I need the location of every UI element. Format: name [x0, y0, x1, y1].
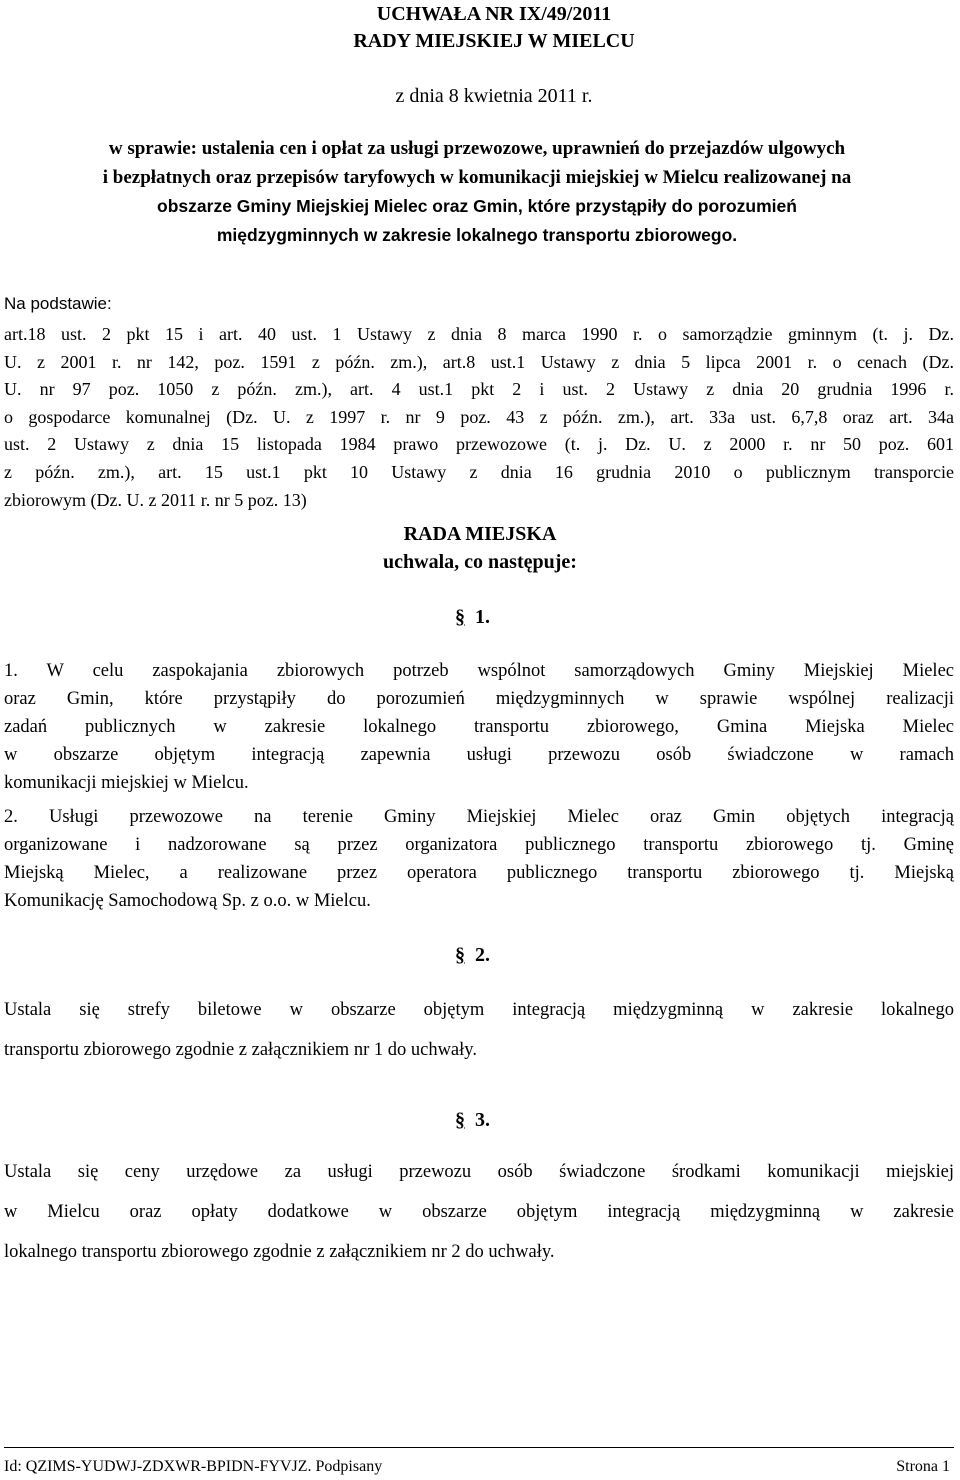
legal-basis-line: zbiorowym (Dz. U. z 2011 r. nr 5 poz. 13)	[4, 489, 307, 510]
paragraph-line: 1. W celu zaspokajania zbiorowych potrzeb wspólnot samorządowych Gminy Miejskiej Mielec	[4, 661, 954, 681]
legal-basis-line: o gospodarce komunalnej (Dz. U. z 1997 r. nr 9 poz. 43 z późn. zm.), art. 33a ust. 6,7,8 oraz art. 34a	[4, 406, 954, 427]
section-symbol: §	[455, 1109, 465, 1131]
subject-line: międzygminnych w zakresie lokalnego transportu zbiorowego.	[216, 225, 738, 245]
paragraph-line: transportu zbiorowego zgodnie z załącznikiem nr 1 do uchwały.	[4, 1040, 477, 1060]
paragraph-line: 2. Usługi przewozowe na terenie Gminy Miejskiej Mielec oraz Gmin objętych integracją	[4, 807, 954, 827]
paragraph-line: oraz Gmin, które przystąpiły do porozumień międzygminnych w sprawie wspólnej realizacji	[4, 689, 954, 709]
section-1-point-2	[4, 803, 954, 915]
legal-basis-line: U. nr 97 poz. 1050 z późn. zm.), art. 4 ust.1 pkt 2 i ust. 2 Ustawy z dnia 20 grudnia 1996 r.	[4, 379, 954, 400]
paragraph-line: Ustala się ceny urzędowe za usługi przewozu osób świadczone środkami komunikacji miejskiej	[4, 1162, 954, 1182]
section-number: 3.	[475, 1109, 490, 1131]
section-number: 2.	[475, 944, 490, 966]
section-heading	[455, 941, 490, 969]
footer-divider	[4, 1447, 954, 1448]
section-symbol: §	[455, 606, 465, 628]
paragraph-line: lokalnego transportu zbiorowego zgodnie z załącznikiem nr 2 do uchwały.	[4, 1242, 555, 1262]
section-3-text	[4, 1152, 954, 1272]
subject-line: w sprawie: ustalenia cen i opłat za usługi przewozowe, uprawnień do przejazdów ulgowych	[108, 138, 846, 159]
legal-basis-line: U. z 2001 r. nr 142, poz. 1591 z późn. zm.), art.8 ust.1 Ustawy z dnia 5 lipca 2001 r. o cenach (Dz.	[4, 351, 954, 372]
section-number: 1.	[475, 606, 490, 628]
resolution-subject	[4, 134, 950, 250]
subject-line: obszarze Gminy Miejskiej Mielec oraz Gmin, które przystąpiły do porozumień	[157, 196, 797, 216]
council-heading: RADA MIEJSKA	[403, 523, 557, 545]
paragraph-line: komunikacji miejskiej w Mielcu.	[4, 773, 249, 793]
page-number: Strona 1	[896, 1458, 950, 1475]
section-1-point-1	[4, 657, 954, 797]
paragraph-line: Komunikację Samochodową Sp. z o.o. w Mielcu.	[4, 891, 371, 911]
paragraph-line: zadań publicznych w zakresie lokalnego transportu zbiorowego, Gmina Miejska Mielec	[4, 717, 954, 737]
section-heading	[455, 1106, 490, 1134]
legal-basis-label: Na podstawie:	[4, 294, 112, 313]
paragraph-line: Ustala się strefy biletowe w obszarze objętym integracją międzygminną w zakresie lokalnego	[4, 1000, 954, 1020]
legal-basis-text	[4, 321, 954, 514]
paragraph-line: organizowane i nadzorowane są przez organizatora publicznego transportu zbiorowego tj. Gminę	[4, 835, 954, 855]
document-id: Id: QZIMS-YUDWJ-ZDXWR-BPIDN-FYVJZ. Podpisany	[4, 1458, 383, 1475]
section-heading	[455, 603, 490, 631]
legal-basis-line: z późn. zm.), art. 15 ust.1 pkt 10 Ustawy z dnia 16 grudnia 2010 o publicznym transporcie	[4, 461, 954, 482]
legal-basis-line: ust. 2 Ustawy z dnia 15 listopada 1984 prawo przewozowe (t. j. Dz. U. z 2000 r. nr 50 poz. 601	[4, 434, 954, 455]
resolution-title: UCHWAŁA NR IX/49/2011	[376, 3, 612, 25]
council-name: RADY MIEJSKIEJ W MIELCU	[353, 30, 635, 52]
paragraph-line: Miejską Mielec, a realizowane przez operatora publicznego transportu zbiorowego tj. Miejską	[4, 863, 954, 883]
section-2-text	[4, 990, 954, 1070]
council-resolves: uchwala, co następuje:	[383, 551, 577, 573]
resolution-date: z dnia 8 kwietnia 2011 r.	[395, 85, 593, 107]
paragraph-line: w Mielcu oraz opłaty dodatkowe w obszarze objętym integracją międzygminną w zakresie	[4, 1202, 954, 1222]
subject-line: i bezpłatnych oraz przepisów taryfowych w komunikacji miejskiej w Mielcu realizowanej na	[102, 167, 852, 188]
paragraph-line: w obszarze objętym integracją zapewnia usługi przewozu osób świadczone w ramach	[4, 745, 954, 765]
section-symbol: §	[455, 944, 465, 966]
legal-basis-line: art.18 ust. 2 pkt 15 i art. 40 ust. 1 Ustawy z dnia 8 marca 1990 r. o samorządzie gminnym (t. j. Dz.	[4, 324, 954, 344]
